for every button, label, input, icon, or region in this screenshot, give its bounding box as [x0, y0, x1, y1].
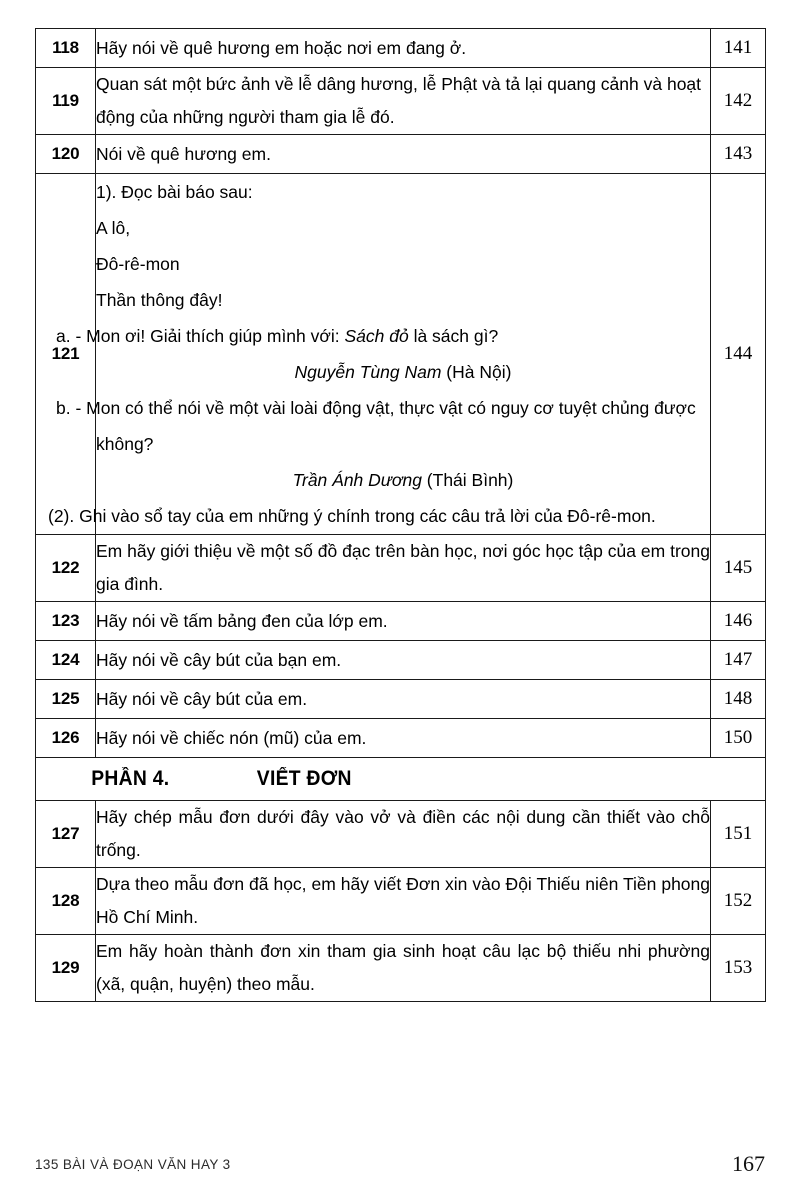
table-row: [36, 641, 766, 680]
table-row: [36, 801, 766, 868]
task-1-prompt: 1). Đọc bài báo sau:: [96, 182, 253, 202]
table-row: [36, 135, 766, 174]
question-b: b. - Mon có thể nói về một vài loài động vật, thực vật có nguy cơ tuyệt chủng được không?: [56, 398, 696, 454]
row-number: 129: [36, 935, 96, 1002]
question-a-tail: là sách gì?: [408, 326, 499, 346]
attribution-b: [96, 462, 710, 498]
article-line-3: Thần thông đây!: [96, 290, 223, 310]
row-content: Hãy chép mẫu đơn dưới đây vào vở và điền các nội dung cần thiết vào chỗ trống.: [96, 801, 711, 868]
row-content: Em hãy hoàn thành đơn xin tham gia sinh hoạt câu lạc bộ thiếu nhi phường (xã, quận, huyện) theo mẫu.: [96, 935, 711, 1002]
row-page-number: 148: [711, 680, 766, 719]
footer-book-title: 135 BÀI VÀ ĐOẠN VĂN HAY 3: [35, 1157, 231, 1172]
table-row: [36, 68, 766, 135]
row-number: 125: [36, 680, 96, 719]
table-row: [36, 174, 766, 535]
row-content: Hãy nói về tấm bảng đen của lớp em.: [96, 602, 711, 641]
section-header-cell: [36, 758, 766, 801]
table-row: [36, 535, 766, 602]
row-content: Nói về quê hương em.: [96, 135, 711, 174]
table-of-contents: [35, 28, 766, 1002]
row-page-number: 144: [711, 174, 766, 535]
row-content: Em hãy giới thiệu về một số đồ đạc trên bàn học, nơi góc học tập của em trong gia đình.: [96, 535, 711, 602]
table-row: [36, 680, 766, 719]
row-content: Hãy nói về quê hương em hoặc nơi em đang ở.: [96, 29, 711, 68]
attribution-b-name: Trần Ánh Dương: [292, 470, 422, 490]
attribution-b-place: (Thái Bình): [421, 470, 514, 490]
row-number: 124: [36, 641, 96, 680]
table-row: [36, 602, 766, 641]
row-number: 120: [36, 135, 96, 174]
page-footer: [35, 1151, 765, 1179]
row-page-number: 143: [711, 135, 766, 174]
row-page-number: 142: [711, 68, 766, 135]
row-content: Hãy nói về chiếc nón (mũ) của em.: [96, 719, 711, 758]
article-line-1: A lô,: [96, 218, 131, 238]
footer-page-number: 167: [732, 1151, 765, 1176]
row-number: 128: [36, 868, 96, 935]
row-content: Quan sát một bức ảnh về lễ dâng hương, lễ Phật và tả lại quang cảnh và hoạt động của những người tham gia lễ đó.: [96, 68, 711, 135]
row-page-number: 153: [711, 935, 766, 1002]
row-number: 121: [36, 174, 96, 535]
question-a-emphasis: Sách đỏ: [344, 326, 409, 346]
row-content: Hãy nói về cây bút của bạn em.: [96, 641, 711, 680]
section-title: VIẾT ĐƠN: [256, 767, 352, 790]
row-page-number: 146: [711, 602, 766, 641]
row-page-number: 141: [711, 29, 766, 68]
article-line-2: Đô-rê-mon: [96, 254, 180, 274]
table-row: [36, 29, 766, 68]
row-number: 126: [36, 719, 96, 758]
table-row: [36, 935, 766, 1002]
question-a-text: a. - Mon ơi! Giải thích giúp mình với:: [56, 326, 345, 346]
section-header: [36, 758, 707, 800]
row-page-number: 150: [711, 719, 766, 758]
question-a: [56, 318, 710, 354]
row-page-number: 147: [711, 641, 766, 680]
section-header-row: [36, 758, 766, 801]
row-number: 118: [36, 29, 96, 68]
row-number: 122: [36, 535, 96, 602]
row-page-number: 151: [711, 801, 766, 868]
row-number: 119: [36, 68, 96, 135]
attribution-a-place: (Hà Nội): [441, 362, 512, 382]
row-content: Hãy nói về cây bút của em.: [96, 680, 711, 719]
task-2-prompt: (2). Ghi vào sổ tay của em những ý chính trong các câu trả lời của Đô-rê-mon.: [48, 506, 656, 526]
table-row: [36, 868, 766, 935]
table-row: [36, 719, 766, 758]
attribution-a: [96, 354, 710, 390]
attribution-a-name: Nguyễn Tùng Nam: [294, 362, 442, 382]
row-content: Dựa theo mẫu đơn đã học, em hãy viết Đơn xin vào Đội Thiếu niên Tiền phong Hồ Chí Minh.: [96, 868, 711, 935]
section-part-label: PHẦN 4.: [91, 767, 170, 790]
row-page-number: 145: [711, 535, 766, 602]
row-number: 123: [36, 602, 96, 641]
row-page-number: 152: [711, 868, 766, 935]
row-number: 127: [36, 801, 96, 868]
